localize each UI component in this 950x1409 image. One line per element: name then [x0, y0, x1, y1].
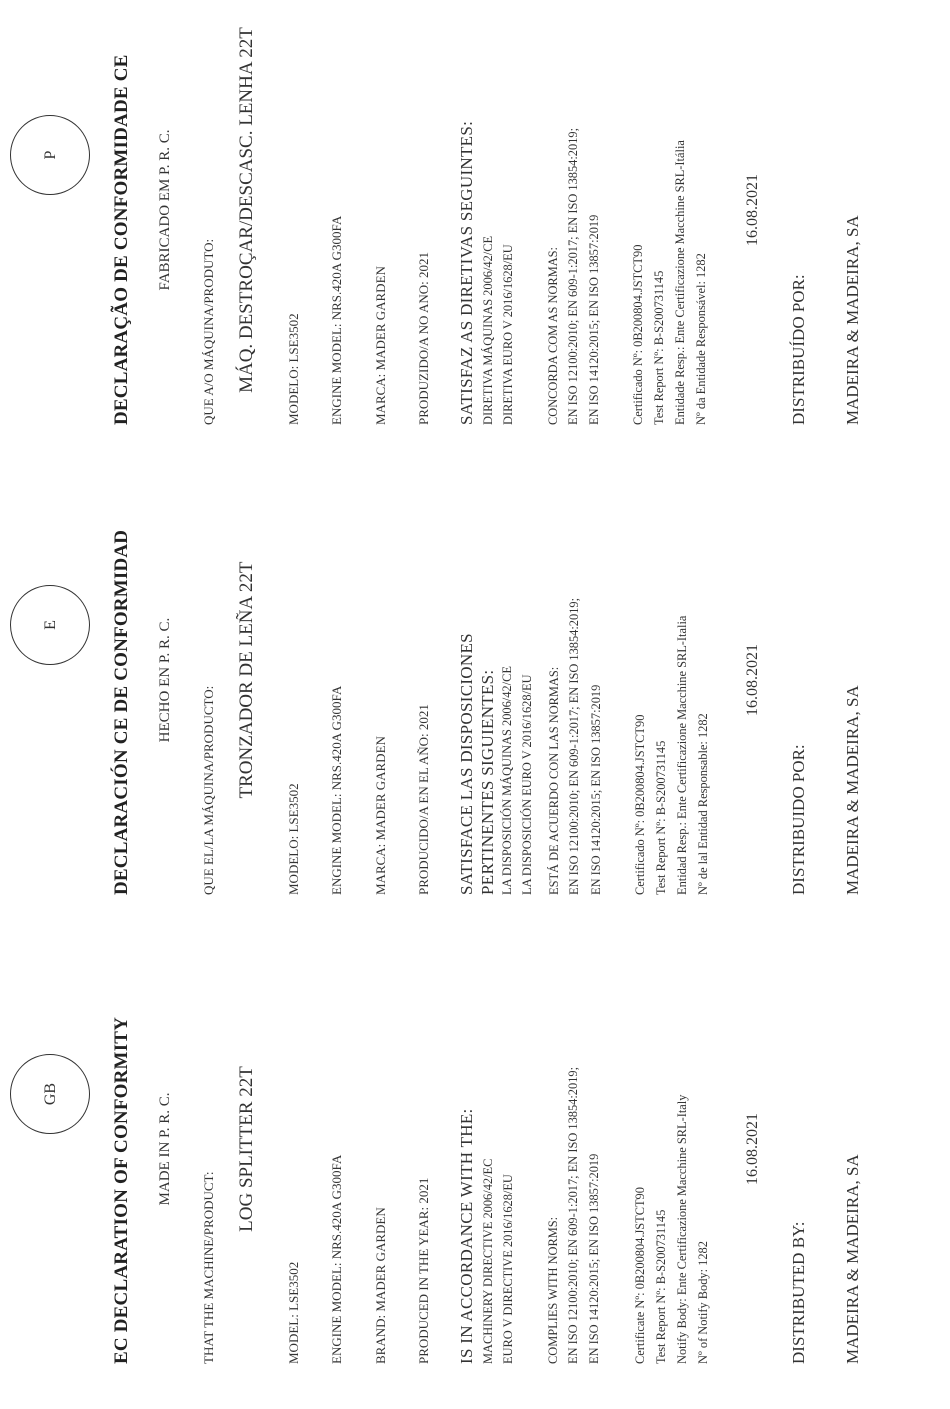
- certificate-line: Entidade Resp.: Ente Certificazione Macchine SRL-Itália: [673, 140, 687, 425]
- made-in: FABRICADO EM P. R. C.: [157, 129, 173, 291]
- machine-label: QUE A/O MÁQUINA/PRODUTO:: [201, 238, 216, 425]
- production-year-line: PRODUCIDO/A EN EL AÑO: 2021: [416, 704, 431, 895]
- language-code: P: [42, 150, 59, 160]
- directive-line: EURO V DIRECTIVE 2016/1628/EU: [501, 1174, 515, 1364]
- brand-line: MARCA: MADER GARDEN: [373, 736, 388, 895]
- engine-model-line: ENGINE MODEL: NRS.420A G300FA: [329, 1154, 344, 1364]
- directive-line: LA DISPOSICIÓN MÁQUINAS 2006/42/CE: [500, 666, 514, 895]
- language-badge-p: [10, 115, 90, 195]
- directive-line: DIRETIVA EURO V 2016/1628/EU: [501, 244, 515, 425]
- directive-line: MACHINERY DIRECTIVE 2006/42/EC: [481, 1158, 495, 1364]
- norms-line: EN ISO 12100:2010; EN 609-1:2017; EN ISO 13854:2019;: [566, 127, 580, 425]
- product-name: MÁQ. DESTROÇAR/DESCASC. LENHA 22T: [236, 27, 257, 393]
- certificate-line: Entidad Resp.: Ente Certificazione Macchine SRL-Italia: [675, 615, 689, 895]
- language-code: E: [42, 620, 59, 630]
- distributed-by-label: DISTRIBUÍDO POR:: [789, 274, 808, 425]
- norms-line: EN ISO 14120:2015; EN ISO 13857:2019: [587, 1153, 601, 1364]
- engine-model-line: ENGINE MODEL: NRS.420A G300FA: [329, 215, 344, 425]
- certificate-line: Certificate Nº: 0B200804.JSTCT90: [633, 1187, 647, 1364]
- certificate-line: Test Report Nº: B-S200731145: [654, 1209, 668, 1364]
- distributor-name: MADEIRA & MADEIRA, SA: [843, 215, 862, 425]
- language-badge-e: [10, 585, 90, 665]
- certificate-line: Nº de lal Entidad Responsable: 1282: [696, 713, 710, 895]
- certificate-line: Certificado Nº: 0B200804.JSTCT90: [633, 714, 647, 895]
- engine-model-line: ENGINE MODEL: NRS.420A G300FA: [329, 685, 344, 895]
- certificate-line: Test Report Nº: B-S200731145: [654, 740, 668, 895]
- product-name: LOG SPLITTER 22T: [236, 1066, 257, 1232]
- declaration-title: EC DECLARATION OF CONFORMITY: [111, 1016, 132, 1364]
- accordance-heading: PERTINENTES SIGUIENTES:: [478, 669, 497, 895]
- distributed-by-label: DISTRIBUTED BY:: [789, 1221, 808, 1364]
- declaration-date: 16.08.2021: [744, 644, 761, 716]
- production-year-line: PRODUCED IN THE YEAR: 2021: [416, 1177, 431, 1364]
- norms-heading: ESTÁ DE ACUERDO CON LAS NORMAS:: [547, 666, 561, 895]
- made-in: HECHO EN P. R. C.: [157, 617, 173, 743]
- accordance-heading: IS IN ACCORDANCE WITH THE:: [457, 1108, 476, 1364]
- accordance-heading: SATISFACE LAS DISPOSICIONES: [457, 633, 476, 895]
- certificate-line: Certificado Nº: 0B200804.JSTCT90: [631, 244, 645, 425]
- norms-heading: CONCORDA COM AS NORMAS:: [546, 247, 560, 425]
- language-badge-gb: [10, 1054, 90, 1134]
- machine-label: QUE EL/LA MÁQUINA/PRODUCTO:: [201, 685, 216, 895]
- certificate-line: Nº da Entidade Responsável: 1282: [694, 253, 708, 425]
- language-code: GB: [42, 1082, 59, 1106]
- production-year-line: PRODUZIDO/A NO ANO: 2021: [416, 252, 431, 425]
- declaration-date: 16.08.2021: [744, 1113, 761, 1185]
- certificate-line: Notify Body: Ente Certificazione Macchine SRL-Italy: [675, 1094, 689, 1364]
- directive-line: DIRETIVA MÁQUINAS 2006/42/CE: [481, 235, 495, 425]
- model-line: MODEL: LSE3502: [286, 1261, 301, 1364]
- declaration-p: [0, 0, 950, 470]
- model-line: MODELO: LSE3502: [286, 313, 301, 425]
- norms-line: EN ISO 14120:2015; EN ISO 13857:2019: [589, 684, 603, 895]
- norms-heading: COMPLIES WITH NORMS:: [546, 1216, 560, 1364]
- distributor-name: MADEIRA & MADEIRA, SA: [843, 1154, 862, 1364]
- directive-line: LA DISPOSICIÓN EURO V 2016/1628/EU: [520, 674, 534, 895]
- certificate-line: Test Report Nº: B-S200731145: [652, 270, 666, 425]
- machine-label: THAT THE MACHINE/PRODUCT:: [201, 1171, 216, 1364]
- made-in: MADE IN P. R. C.: [157, 1092, 173, 1206]
- declaration-title: DECLARACIÓN CE DE CONFORMIDAD: [111, 529, 132, 895]
- distributed-by-label: DISTRIBUIDO POR:: [789, 744, 808, 895]
- norms-line: EN ISO 12100:2010; EN 609-1:2017; EN ISO 13854:2019;: [566, 1066, 580, 1364]
- model-line: MODELO: LSE3502: [286, 783, 301, 895]
- certificate-line: Nº of Notify Body: 1282: [696, 1241, 710, 1364]
- norms-line: EN ISO 12100:2010; EN 609-1:2017; EN ISO 13854:2019;: [567, 597, 581, 895]
- norms-line: EN ISO 14120:2015; EN ISO 13857:2019: [587, 214, 601, 425]
- brand-line: BRAND: MADER GARDEN: [373, 1207, 388, 1364]
- distributor-name: MADEIRA & MADEIRA, SA: [843, 685, 862, 895]
- product-name: TRONZADOR DE LEÑA 22T: [236, 561, 257, 799]
- declaration-date: 16.08.2021: [744, 174, 761, 246]
- brand-line: MARCA: MADER GARDEN: [373, 266, 388, 425]
- declaration-title: DECLARAÇÃO DE CONFORMIDADE CE: [111, 54, 132, 425]
- accordance-heading: SATISFAZ AS DIRETIVAS SEGUINTES:: [457, 120, 476, 425]
